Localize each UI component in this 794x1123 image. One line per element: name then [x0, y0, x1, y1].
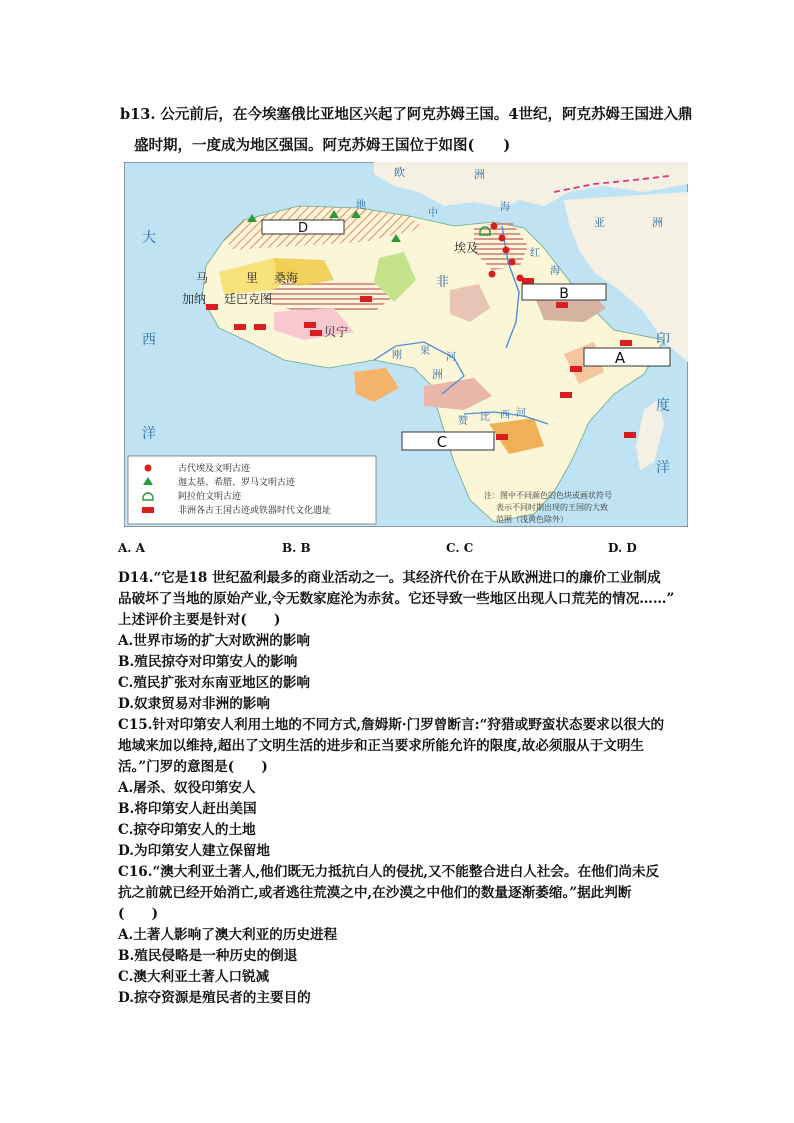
question-16-option-b[interactable]: B.殖民侵略是一种历史的倒退: [118, 948, 298, 964]
map-continent-label: 中: [428, 208, 438, 219]
map-ocean-label: 大: [142, 230, 156, 246]
map-ocean-label: 度: [656, 398, 670, 414]
svg-text:D: D: [297, 221, 309, 236]
option-d[interactable]: D. D: [608, 541, 637, 555]
map-place-label: 廷巴克图: [224, 292, 273, 306]
question-16-stem: ( ): [118, 906, 159, 922]
question-15-option-b[interactable]: B.将印第安人赶出美国: [118, 801, 257, 817]
question-16-option-c[interactable]: C.澳大利亚土著人口锐减: [118, 969, 270, 985]
map-place-label: 桑海: [274, 271, 299, 285]
map-place-label: 加纳: [182, 292, 207, 306]
map-red-rect: [234, 324, 246, 330]
question-14-option-a[interactable]: A.世界市场的扩大对欧洲的影响: [118, 633, 310, 649]
map-continent-label: 非: [436, 275, 450, 290]
map-red-dot: [503, 247, 510, 254]
question-13-line-2: 盛时期，一度成为地区强国。阿克苏姆王国位于如图( ): [134, 137, 511, 154]
map-place-label: 贝宁: [324, 325, 349, 339]
map-red-dot: [499, 235, 506, 242]
legend-red-dot-icon: [145, 465, 152, 472]
map-red-rect: [556, 302, 568, 308]
map-place-label: 埃及: [454, 241, 479, 255]
legend-red-rect-icon: [142, 507, 154, 513]
map-red-dot: [491, 223, 498, 230]
map-red-rect: [560, 392, 572, 398]
question-15-option-a[interactable]: A.屠杀、奴役印第安人: [118, 780, 256, 796]
question-14-stem: 上述评价主要是针对( ): [118, 612, 281, 628]
svg-text:B: B: [559, 286, 569, 302]
question-15-stem: 活。”门罗的意图是( ): [118, 759, 268, 775]
map-ocean-label: 印: [656, 332, 670, 348]
map-river-label: 河: [516, 408, 526, 419]
map-place-label: 马: [196, 271, 209, 285]
map-continent-label: 亚: [594, 216, 605, 229]
map-box-b: [522, 284, 606, 302]
map-red-rect: [254, 324, 266, 330]
question-16-stem: 抗之前就已经开始消亡,或者逃往荒漠之中,在沙漠之中他们的数量逐渐萎缩。”据此判断: [118, 885, 632, 901]
map-continent-label: 红: [530, 248, 540, 259]
map-continent-label: 洲: [652, 216, 663, 229]
question-14-stem: 品破坏了当地的原始产业,令无数家庭沦为赤贫。它还导致一些地区出现人口荒芜的情况……”: [118, 591, 675, 607]
map-continent-label: 海: [550, 266, 560, 277]
map-place-label: 里: [246, 271, 259, 285]
map-ocean-label: 西: [142, 332, 156, 348]
option-c[interactable]: C. C: [446, 541, 474, 555]
map-red-rect: [360, 296, 372, 302]
map-ocean-label: 洋: [656, 460, 670, 476]
question-13-line-1: b13. 公元前后，在今埃塞俄比亚地区兴起了阿克苏姆王国。4世纪，阿克苏姆王国进入鼎: [120, 106, 693, 123]
map-river-label: 河: [446, 352, 456, 363]
map-ocean-label: 洋: [142, 426, 156, 442]
question-16-stem: C16.“澳大利亚土著人,他们既无力抵抗白人的侵扰,又不能整合进白人社会。在他们尚未反: [118, 864, 660, 880]
map-red-rect: [522, 278, 534, 284]
question-14-option-c[interactable]: C.殖民扩张对东南亚地区的影响: [118, 675, 311, 691]
question-15-option-c[interactable]: C.掠夺印第安人的土地: [118, 822, 256, 838]
question-15-stem: C15.针对印第安人利用土地的不同方式,詹姆斯·门罗曾断言:“狩猎或野蛮状态要求以很大的: [118, 717, 665, 733]
legend-label: 古代埃及文明古迹: [178, 464, 251, 474]
question-15-option-d[interactable]: D.为印第安人建立保留地: [118, 843, 270, 859]
question-16-option-d[interactable]: D.掠夺资源是殖民者的主要目的: [118, 990, 311, 1006]
map-box-d: [262, 220, 344, 236]
svg-text:A: A: [614, 349, 626, 367]
map-red-rect: [570, 366, 582, 372]
legend-label: 迦太基、希腊、罗马文明古迹: [178, 478, 296, 488]
option-b[interactable]: B. B: [282, 541, 311, 555]
africa-map: [124, 162, 688, 527]
question-14-stem: D14.“它是18 世纪盈利最多的商业活动之一。其经济代价在于从欧洲进口的廉价工业制成: [118, 570, 661, 586]
svg-text:C: C: [436, 433, 448, 451]
question-14-option-d[interactable]: D.奴隶贸易对非洲的影响: [118, 696, 270, 712]
map-continent-label: 地: [356, 200, 366, 211]
question-13-options: [118, 541, 638, 557]
map-red-dot: [509, 259, 516, 266]
map-continent-label: 欧: [394, 166, 405, 179]
map-continent-label: 洲: [474, 168, 485, 181]
option-a[interactable]: A. A: [118, 541, 145, 555]
map-river-label: 西: [500, 410, 510, 421]
map-red-rect: [304, 322, 316, 328]
legend-label: 非洲各古王国古迹或铁器时代文化遗址: [178, 506, 332, 516]
map-red-rect: [206, 304, 218, 310]
map-note: 注：图中不同颜色的色块或画状符号: [484, 491, 612, 500]
map-river-label: 果: [420, 346, 430, 357]
map-red-rect: [624, 432, 636, 438]
map-continent-label: 海: [500, 202, 510, 213]
question-15-stem: 地域来加以维持,超出了文明生活的进步和正当要求所能允许的限度,故必须服从于文明生: [118, 738, 645, 754]
map-legend: [128, 456, 376, 524]
map-river-label: 比: [480, 412, 490, 423]
map-note: 范围（浅黄色除外）: [496, 515, 568, 524]
question-14-option-b[interactable]: B.殖民掠夺对印第安人的影响: [118, 654, 298, 670]
map-red-rect: [496, 434, 508, 440]
map-river-label: 刚: [392, 350, 402, 361]
map-river-label: 赞: [458, 416, 468, 427]
map-red-dot: [489, 271, 496, 278]
map-red-rect: [310, 330, 322, 336]
question-16-option-a[interactable]: A.土著人影响了澳大利亚的历史进程: [118, 927, 338, 943]
map-note: 表示不同时期出现的王国的大致: [496, 503, 608, 512]
legend-label: 阿拉伯文明古迹: [178, 492, 242, 502]
map-continent-label: 洲: [432, 368, 443, 381]
map-red-rect: [620, 340, 632, 346]
map-box-c: [402, 432, 494, 451]
map-box-a: [584, 348, 670, 367]
